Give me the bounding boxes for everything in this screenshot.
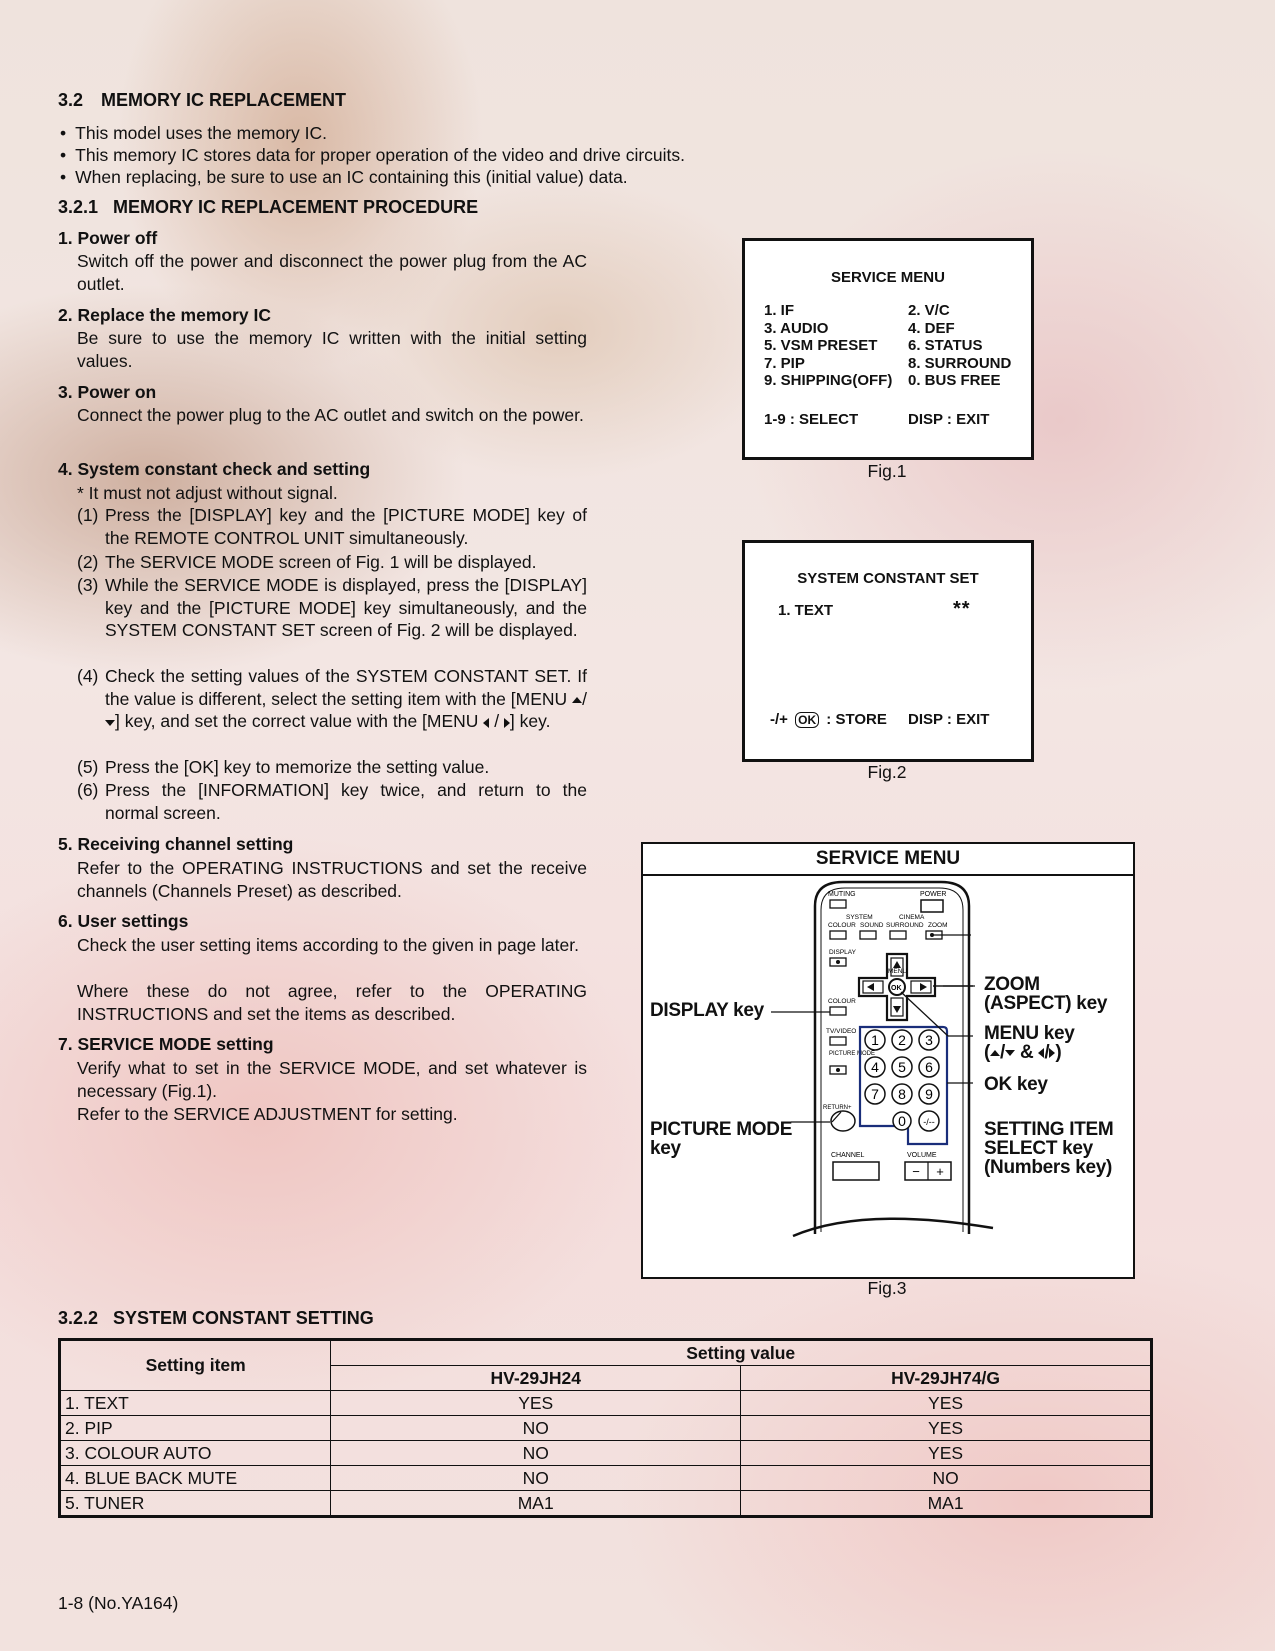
system-constant-value: ** bbox=[953, 598, 971, 620]
power-button[interactable] bbox=[921, 900, 943, 912]
channel-label: CHANNEL bbox=[831, 1152, 865, 1159]
svg-text:8: 8 bbox=[898, 1086, 906, 1102]
table-row: 3. COLOUR AUTO NO YES bbox=[60, 1441, 1152, 1466]
step-5-text: Refer to the OPERATING INSTRUCTIONS and set the receive channels (Channels Preset) as described. bbox=[77, 858, 587, 901]
section-number: 3.2 bbox=[58, 90, 84, 110]
system-constant-heading: 3.2.2 SYSTEM CONSTANT SETTING bbox=[58, 1308, 374, 1328]
colour-label: COLOUR bbox=[828, 922, 856, 929]
step-4-item-4: (4) Check the setting values of the SYSTEM CONSTANT SET. If the value is different, select the setting item with the [MENU /] key, and set the correct value with the [MENU / ] key. bbox=[77, 666, 587, 732]
system-constant-footer-store: -/+ OK : STORE bbox=[770, 711, 887, 728]
bullet-3: • When replacing, be sure to use an IC containing this (initial value) data. bbox=[60, 167, 628, 187]
table-row: 1. TEXT YES YES bbox=[60, 1391, 1152, 1416]
muting-label: MUTING bbox=[828, 891, 856, 898]
power-label: POWER bbox=[920, 891, 947, 898]
service-menu-footer-select: 1-9 : SELECT bbox=[764, 411, 859, 428]
remote-diagram bbox=[641, 842, 1135, 1279]
table-row: 5. TUNER MA1 MA1 bbox=[60, 1491, 1152, 1517]
menu-label: MENU bbox=[888, 968, 908, 975]
step-2-title: 2. Replace the memory IC bbox=[58, 305, 271, 325]
svg-text:9: 9 bbox=[925, 1086, 933, 1102]
svg-text:2: 2 bbox=[898, 1032, 906, 1048]
left-right-arrows-icon: / bbox=[483, 711, 510, 731]
subsection-title: MEMORY IC REPLACEMENT PROCEDURE bbox=[113, 197, 479, 217]
header-setting-item: Setting item bbox=[60, 1340, 331, 1391]
svg-text:3: 3 bbox=[925, 1032, 933, 1048]
step-7-text-2: Refer to the SERVICE ADJUSTMENT for setting. bbox=[77, 1104, 458, 1124]
svg-text:−: − bbox=[912, 1164, 920, 1179]
ok-key-icon: OK bbox=[795, 712, 819, 728]
svg-text:4: 4 bbox=[871, 1059, 879, 1075]
colour2-label: COLOUR bbox=[828, 998, 856, 1005]
channel-button[interactable] bbox=[833, 1162, 879, 1180]
subsection-heading bbox=[58, 197, 478, 218]
step-6-text-1: Check the user setting items according to the given in page later. bbox=[77, 935, 579, 955]
step-4-item-3: (3) While the SERVICE MODE is displayed, press the [DISPLAY] key and the [PICTURE MODE] key simultaneously, and the SYSTEM CONSTANT SET screen of Fig. 2 will be displayed. bbox=[77, 575, 587, 641]
step-1-text: Switch off the power and disconnect the power plug from the AC outlet. bbox=[77, 251, 587, 294]
step-6-title: 6. User settings bbox=[58, 911, 189, 931]
step-2-text: Be sure to use the memory IC written with the initial setting values. bbox=[77, 328, 587, 371]
service-menu-footer-exit: DISP : EXIT bbox=[908, 411, 990, 428]
page-footer: 1-8 (No.YA164) bbox=[58, 1593, 179, 1613]
step-7-title: 7. SERVICE MODE setting bbox=[58, 1034, 274, 1054]
remote-control-illustration bbox=[643, 876, 1133, 1276]
system-constant-item: 1. TEXT bbox=[778, 602, 834, 619]
picture-mode-label: PICTURE MODE bbox=[829, 1051, 876, 1057]
up-down-arrows-icon: / bbox=[105, 689, 587, 732]
step-1-title: 1. Power off bbox=[58, 228, 158, 248]
header-model-1: HV-29JH24 bbox=[331, 1366, 741, 1391]
callout-ok-key: OK key bbox=[984, 1074, 1048, 1095]
display-label: DISPLAY bbox=[829, 949, 856, 956]
step-4-item-2: (2) The SERVICE MODE screen of Fig. 1 will be displayed. bbox=[77, 552, 537, 572]
svg-text:0: 0 bbox=[898, 1113, 906, 1129]
callout-display-key: DISPLAY key bbox=[650, 1000, 764, 1021]
fig2-caption: Fig.2 bbox=[867, 762, 907, 782]
subsection-number: 3.2.1 bbox=[58, 197, 99, 217]
header-setting-value: Setting value bbox=[331, 1340, 1152, 1366]
tvvideo-label: TV/VIDEO bbox=[826, 1028, 857, 1035]
muting-button[interactable] bbox=[830, 900, 846, 908]
volume-label: VOLUME bbox=[907, 1152, 937, 1159]
return-label: RETURN+ bbox=[823, 1105, 852, 1111]
step-4-item-6: (6) Press the [INFORMATION] key twice, and return to the normal screen. bbox=[77, 780, 587, 823]
svg-text:5: 5 bbox=[898, 1059, 906, 1075]
system-constant-footer-exit: DISP : EXIT bbox=[908, 711, 990, 728]
service-menu-right-col: 2. V/C 4. DEF 6. STATUS 8. SURROUND 0. BUS FREE bbox=[908, 302, 1012, 389]
callout-picture-mode-key: PICTURE MODE key bbox=[650, 1119, 793, 1159]
callout-setting-item-key: SETTING ITEM SELECT key (Numbers key) bbox=[984, 1119, 1114, 1178]
step-6-text-2: Where these do not agree, refer to the OPERATING INSTRUCTIONS and set the items as described. bbox=[77, 981, 587, 1024]
callout-menu-key: MENU key ( / & / ) bbox=[984, 1023, 1075, 1063]
system-constant-table bbox=[58, 1338, 1153, 1518]
sound-label: SOUND bbox=[860, 922, 884, 929]
step-4-title: 4. System constant check and setting bbox=[58, 459, 371, 479]
return-button[interactable] bbox=[831, 1111, 855, 1131]
fig3-caption: Fig.3 bbox=[867, 1278, 907, 1298]
service-menu-title: SERVICE MENU bbox=[831, 269, 945, 286]
header-model-2: HV-29JH74/G bbox=[741, 1366, 1152, 1391]
surround-label: SURROUND bbox=[886, 922, 924, 929]
step-7-text-1: Verify what to set in the SERVICE MODE, and set whatever is necessary (Fig.1). bbox=[77, 1058, 587, 1101]
step-3-text: Connect the power plug to the AC outlet and switch on the power. bbox=[77, 405, 584, 425]
svg-text:OK: OK bbox=[891, 985, 902, 992]
service-menu-screen bbox=[742, 238, 1034, 460]
step-4-item-5: (5) Press the [OK] key to memorize the setting value. bbox=[77, 757, 490, 777]
system-constant-title: SYSTEM CONSTANT SET bbox=[797, 570, 979, 587]
colour-system-button[interactable] bbox=[830, 931, 846, 939]
section-title: MEMORY IC REPLACEMENT bbox=[101, 90, 347, 110]
step-5-title: 5. Receiving channel setting bbox=[58, 834, 294, 854]
svg-text:7: 7 bbox=[871, 1086, 879, 1102]
bullet-1: • This model uses the memory IC. bbox=[60, 123, 328, 143]
system-constant-screen bbox=[742, 540, 1034, 762]
fig1-caption: Fig.1 bbox=[867, 461, 907, 481]
remote-diagram-title: SERVICE MENU bbox=[643, 844, 1133, 876]
svg-text:1: 1 bbox=[871, 1032, 879, 1048]
sound-system-button[interactable] bbox=[860, 931, 876, 939]
svg-text:6: 6 bbox=[925, 1059, 933, 1075]
system-label: SYSTEM bbox=[846, 914, 873, 921]
step-4-note: * It must not adjust without signal. bbox=[77, 483, 338, 503]
callout-zoom-key: ZOOM (ASPECT) key bbox=[984, 974, 1108, 1014]
svg-text:+: + bbox=[936, 1164, 944, 1179]
step-4-item-1: (1) Press the [DISPLAY] key and the [PICTURE MODE] key of the REMOTE CONTROL UNIT simultaneously. bbox=[77, 505, 587, 548]
service-menu-left-col: 1. IF 3. AUDIO 5. VSM PRESET 7. PIP 9. SHIPPING(OFF) bbox=[764, 302, 893, 389]
section-heading bbox=[58, 90, 346, 111]
zoom-label: ZOOM bbox=[928, 922, 948, 929]
table-row: 4. BLUE BACK MUTE NO NO bbox=[60, 1466, 1152, 1491]
step-3-title: 3. Power on bbox=[58, 382, 157, 402]
table-row: 2. PIP NO YES bbox=[60, 1416, 1152, 1441]
surround-button[interactable] bbox=[890, 931, 906, 939]
dash-key: -/-- bbox=[923, 1117, 935, 1127]
cinema-label: CINEMA bbox=[899, 914, 925, 921]
bullet-2: • This memory IC stores data for proper operation of the video and drive circuits. bbox=[60, 145, 686, 165]
